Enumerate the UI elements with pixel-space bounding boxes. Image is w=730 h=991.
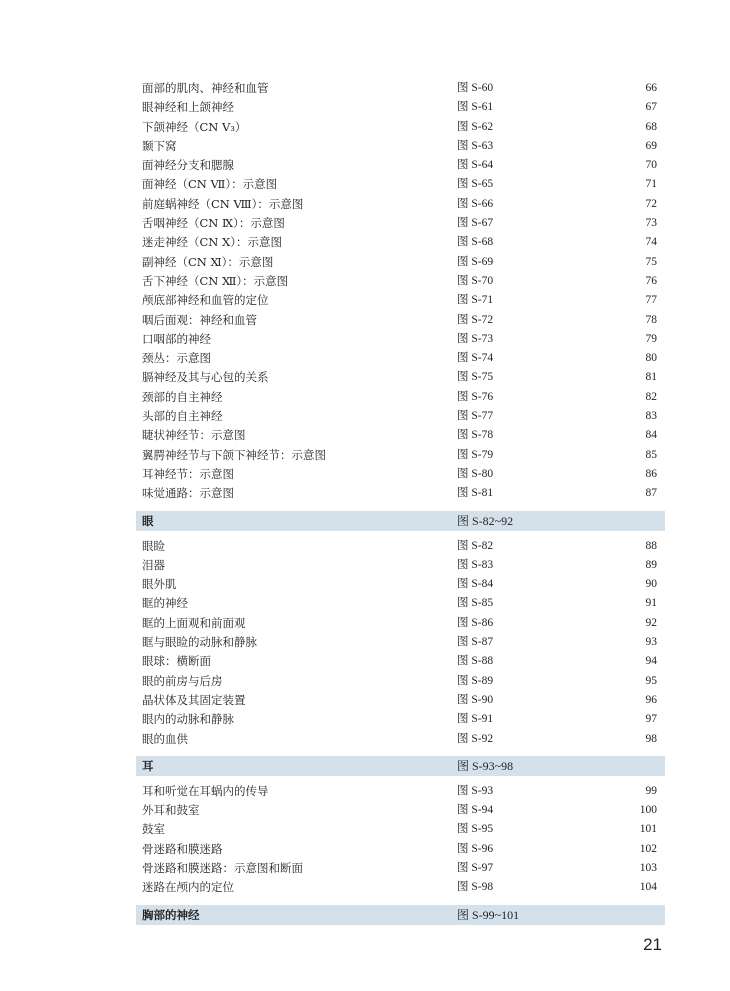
entry-title: 面部的肌肉、神经和血管 <box>142 81 269 95</box>
entry-page: 72 <box>645 197 657 210</box>
entry-title: 眼神经和上颌神经 <box>142 100 234 115</box>
entry-page: 80 <box>645 352 657 365</box>
entry-page: 76 <box>645 274 657 287</box>
entry-page: 75 <box>645 255 657 268</box>
section-header <box>136 511 665 531</box>
entry-title: 眼睑 <box>142 538 165 553</box>
entry-title: 口咽部的神经 <box>142 331 211 346</box>
entry-title: 晶状体及其固定装置 <box>142 692 246 707</box>
toc-entry <box>136 878 665 897</box>
entry-page: 102 <box>639 842 657 855</box>
entry-figure: 图 S-73 <box>457 332 494 345</box>
section-header <box>136 905 665 925</box>
entry-page: 78 <box>645 313 657 326</box>
section-spacer <box>136 749 665 756</box>
entry-title: 鼓室 <box>142 822 165 837</box>
entry-figure: 图 S-77 <box>457 410 494 423</box>
entry-figure: 图 S-67 <box>457 217 494 230</box>
toc-entry <box>136 214 665 233</box>
section-title: 眼 <box>142 513 154 528</box>
toc-entry <box>136 349 665 368</box>
entry-page: 85 <box>645 448 657 461</box>
toc-entry <box>136 79 665 98</box>
entry-title: 下颌神经（CN Ⅴ₃） <box>142 119 247 134</box>
entry-figure: 图 S-84 <box>457 578 494 591</box>
entry-title: 颈部的自主神经 <box>142 389 223 404</box>
entry-title: 舌下神经（CN Ⅻ）：示意图 <box>142 273 289 288</box>
toc-entry <box>136 407 665 426</box>
entry-page: 86 <box>645 467 657 480</box>
entry-title: 味觉通路：示意图 <box>142 486 234 501</box>
entry-figure: 图 S-89 <box>457 674 494 687</box>
toc-entry <box>136 311 665 330</box>
entry-page: 79 <box>645 332 657 345</box>
entry-figure: 图 S-76 <box>457 390 494 403</box>
toc-entry <box>136 156 665 175</box>
toc-entry <box>136 556 665 575</box>
toc-entry <box>136 137 665 156</box>
toc-entry <box>136 652 665 671</box>
section-figure-range: 图 S-82~92 <box>457 513 514 528</box>
entry-figure: 图 S-72 <box>457 313 494 326</box>
entry-figure: 图 S-63 <box>457 139 494 152</box>
entry-page: 104 <box>639 881 657 894</box>
entry-page: 96 <box>645 693 657 706</box>
entry-figure: 图 S-60 <box>457 82 494 94</box>
entry-figure: 图 S-91 <box>457 713 494 726</box>
toc-entry <box>136 446 665 465</box>
entry-title: 耳和听觉在耳蜗内的传导 <box>142 783 269 798</box>
toc-entry <box>136 820 665 839</box>
entry-figure: 图 S-62 <box>457 120 494 133</box>
entry-page: 68 <box>645 120 657 133</box>
entry-figure: 图 S-69 <box>457 255 494 268</box>
entry-title: 舌咽神经（CN Ⅸ）：示意图 <box>142 216 285 231</box>
toc-entry <box>136 672 665 691</box>
section-title: 胸部的神经 <box>142 907 200 922</box>
entry-title: 咽后面观：神经和血管 <box>142 312 257 327</box>
entry-figure: 图 S-85 <box>457 597 494 610</box>
entry-figure: 图 S-81 <box>457 487 494 500</box>
entry-title: 外耳和鼓室 <box>142 803 200 818</box>
toc-entry <box>136 195 665 214</box>
entry-title: 眼的前房与后房 <box>142 673 223 688</box>
toc-entry <box>136 840 665 859</box>
toc-entry <box>136 484 665 503</box>
entry-title: 面神经（CN Ⅶ）：示意图 <box>142 177 278 192</box>
entry-title: 眼内的动脉和静脉 <box>142 712 234 727</box>
entry-figure: 图 S-66 <box>457 197 494 210</box>
entry-title: 副神经（CN Ⅺ）：示意图 <box>142 254 274 269</box>
toc-entry <box>136 575 665 594</box>
entry-page: 88 <box>645 539 657 552</box>
entry-figure: 图 S-74 <box>457 352 494 365</box>
entry-page: 77 <box>645 294 657 307</box>
entry-title: 眼外肌 <box>142 577 177 592</box>
entry-figure: 图 S-96 <box>457 842 494 855</box>
entry-title: 颞下窝 <box>142 138 177 153</box>
entry-figure: 图 S-93 <box>457 784 494 797</box>
toc-entry <box>136 175 665 194</box>
entry-page: 69 <box>645 139 657 152</box>
entry-title: 面神经分支和腮腺 <box>142 158 234 173</box>
toc-entry <box>136 118 665 137</box>
toc-entry <box>136 710 665 729</box>
entry-page: 90 <box>645 578 657 591</box>
entry-figure: 图 S-61 <box>457 101 494 114</box>
entry-page: 87 <box>645 487 657 500</box>
entry-page: 67 <box>645 101 657 114</box>
entry-figure: 图 S-80 <box>457 467 494 480</box>
entry-page: 82 <box>645 390 657 403</box>
entry-title: 骨迷路和膜迷路：示意图和断面 <box>142 860 303 875</box>
entry-title: 睫状神经节：示意图 <box>142 428 246 443</box>
section-title: 耳 <box>142 758 154 773</box>
section-spacer <box>136 898 665 905</box>
entry-figure: 图 S-95 <box>457 823 494 836</box>
toc-entry <box>136 426 665 445</box>
entry-page: 92 <box>645 616 657 629</box>
entry-figure: 图 S-65 <box>457 178 494 191</box>
toc-entry <box>136 291 665 310</box>
entry-title: 泪器 <box>142 557 165 572</box>
page-number: 21 <box>643 935 662 954</box>
entry-figure: 图 S-94 <box>457 804 494 817</box>
entry-figure: 图 S-98 <box>457 881 494 894</box>
entry-page: 83 <box>645 410 657 423</box>
entry-title: 眶的上面观和前面观 <box>142 615 246 630</box>
entry-title: 颈丛：示意图 <box>142 351 211 366</box>
entry-figure: 图 S-79 <box>457 448 494 461</box>
entry-title: 迷路在颅内的定位 <box>142 880 234 895</box>
entry-figure: 图 S-90 <box>457 693 494 706</box>
toc-entry <box>136 691 665 710</box>
entry-page: 84 <box>645 429 657 442</box>
toc-entry <box>136 859 665 878</box>
section-figure-range: 图 S-99~101 <box>457 907 520 922</box>
entry-title: 颅底部神经和血管的定位 <box>142 293 269 308</box>
toc-entry <box>136 465 665 484</box>
entry-figure: 图 S-70 <box>457 274 494 287</box>
toc-entry <box>136 388 665 407</box>
entry-page: 74 <box>645 236 657 249</box>
entry-figure: 图 S-64 <box>457 159 494 172</box>
entry-title: 头部的自主神经 <box>142 409 223 424</box>
toc-entry <box>136 614 665 633</box>
entry-figure: 图 S-97 <box>457 861 494 874</box>
entry-page: 98 <box>645 732 657 745</box>
entry-figure: 图 S-71 <box>457 294 494 307</box>
toc-entry <box>136 233 665 252</box>
entry-figure: 图 S-88 <box>457 655 494 668</box>
entry-page: 71 <box>645 178 657 191</box>
entry-title: 眶与眼睑的动脉和静脉 <box>142 635 257 650</box>
entry-title: 眼的血供 <box>142 731 188 746</box>
table-of-contents <box>136 79 665 925</box>
entry-page: 100 <box>639 804 657 817</box>
toc-entry <box>136 253 665 272</box>
section-spacer <box>136 504 665 511</box>
entry-page: 97 <box>645 713 657 726</box>
entry-page: 101 <box>639 823 657 836</box>
entry-figure: 图 S-83 <box>457 558 494 571</box>
entry-page: 73 <box>645 217 657 230</box>
entry-page: 70 <box>645 159 657 172</box>
toc-entry <box>136 98 665 117</box>
entry-page: 89 <box>645 558 657 571</box>
entry-title: 耳神经节：示意图 <box>142 466 234 481</box>
entry-title: 眶的神经 <box>142 596 188 611</box>
entry-title: 前庭蜗神经（CN Ⅷ）：示意图 <box>142 196 304 211</box>
toc-entry <box>136 730 665 749</box>
entry-title: 迷走神经（CN Ⅹ）：示意图 <box>142 235 282 250</box>
toc-entry <box>136 782 665 801</box>
toc-entry <box>136 368 665 387</box>
entry-page: 94 <box>645 655 657 668</box>
toc-entry <box>136 330 665 349</box>
entry-figure: 图 S-92 <box>457 732 494 745</box>
entry-title: 翼腭神经节与下颌下神经节：示意图 <box>142 447 326 462</box>
entry-page: 95 <box>645 674 657 687</box>
toc-entry <box>136 633 665 652</box>
entry-figure: 图 S-86 <box>457 616 494 629</box>
entry-page: 93 <box>645 636 657 649</box>
entry-page: 99 <box>645 784 657 797</box>
entry-page: 91 <box>645 597 657 610</box>
toc-entry <box>136 801 665 820</box>
entry-figure: 图 S-68 <box>457 236 494 249</box>
toc-entry <box>136 537 665 556</box>
toc-entry <box>136 272 665 291</box>
entry-page: 66 <box>645 82 657 94</box>
entry-title: 膈神经及其与心包的关系 <box>142 370 269 385</box>
entry-figure: 图 S-75 <box>457 371 494 384</box>
toc-entry <box>136 594 665 613</box>
entry-figure: 图 S-78 <box>457 429 494 442</box>
entry-page: 103 <box>639 861 657 874</box>
entry-figure: 图 S-82 <box>457 539 494 552</box>
entry-title: 骨迷路和膜迷路 <box>142 841 223 856</box>
entry-figure: 图 S-87 <box>457 636 494 649</box>
entry-page: 81 <box>645 371 657 384</box>
section-figure-range: 图 S-93~98 <box>457 758 514 773</box>
section-header <box>136 756 665 776</box>
entry-title: 眼球：横断面 <box>142 654 211 669</box>
